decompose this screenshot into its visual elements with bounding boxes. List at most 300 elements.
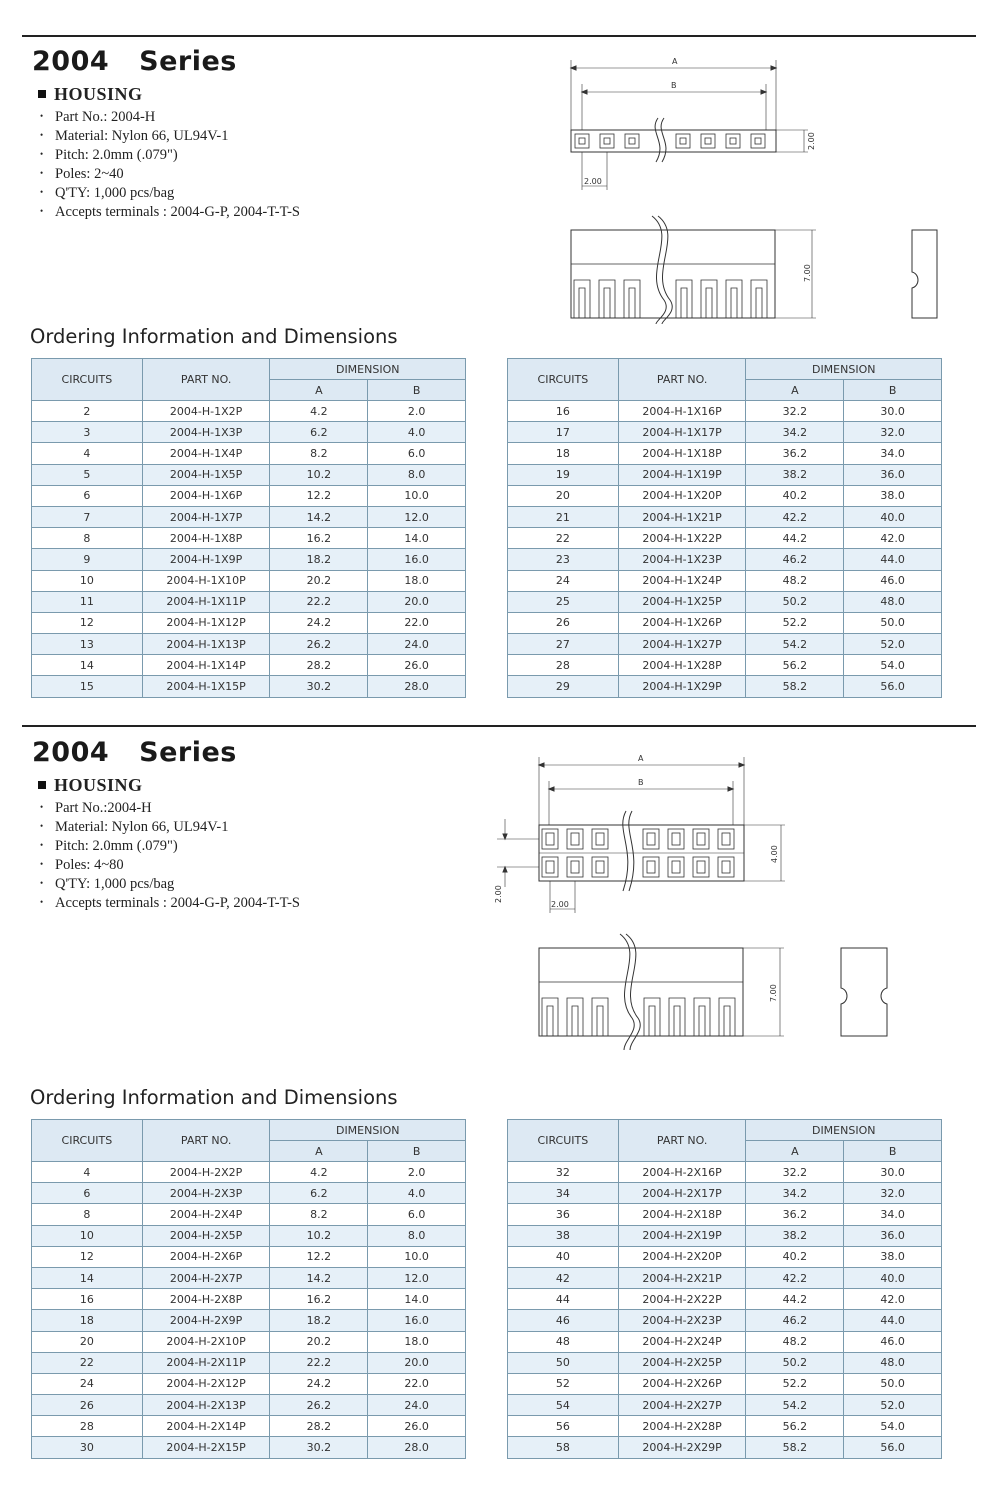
table-cell: 2004-H-2X14P bbox=[142, 1416, 270, 1437]
table-cell: 54.2 bbox=[746, 1395, 844, 1416]
table-cell: 10 bbox=[32, 570, 143, 591]
table-cell: 30 bbox=[32, 1437, 143, 1458]
table-cell: 32.2 bbox=[746, 401, 844, 422]
table-cell: 2004-H-1X5P bbox=[142, 464, 270, 485]
table-row bbox=[32, 1352, 466, 1373]
housing-side-view-drawing bbox=[528, 928, 898, 1053]
table-row bbox=[508, 1183, 942, 1204]
table-cell: 54.0 bbox=[844, 655, 942, 676]
table-cell: 2004-H-2X9P bbox=[142, 1310, 270, 1331]
table-cell: 2004-H-2X28P bbox=[618, 1416, 746, 1437]
table-cell: 12.0 bbox=[368, 506, 466, 527]
spec-poles: • Poles: 4~80 bbox=[40, 855, 300, 874]
table-cell: 44 bbox=[508, 1289, 619, 1310]
table-row bbox=[508, 464, 942, 485]
spec-part-no: • Part No.: 2004-H bbox=[40, 107, 300, 126]
table-cell: 2004-H-2X7P bbox=[142, 1267, 270, 1288]
ordering-table-left bbox=[31, 1119, 466, 1459]
table-cell: 2004-H-2X18P bbox=[618, 1204, 746, 1225]
table-cell: 2004-H-2X17P bbox=[618, 1183, 746, 1204]
table-cell: 38.0 bbox=[844, 1246, 942, 1267]
table-cell: 42.0 bbox=[844, 528, 942, 549]
table-cell: 2004-H-2X3P bbox=[142, 1183, 270, 1204]
table-row bbox=[32, 1204, 466, 1225]
table-cell: 36.2 bbox=[746, 443, 844, 464]
table-cell: 2004-H-2X13P bbox=[142, 1395, 270, 1416]
table-cell: 52.2 bbox=[746, 1373, 844, 1394]
spec-qty: • Q'TY: 1,000 pcs/bag bbox=[40, 183, 300, 202]
table-cell: 30.0 bbox=[844, 401, 942, 422]
table-row bbox=[32, 1437, 466, 1458]
dimension-a-label: A bbox=[638, 754, 644, 763]
table-row bbox=[508, 612, 942, 633]
table-row bbox=[508, 506, 942, 527]
table-cell: 2 bbox=[32, 401, 143, 422]
col-dimension: DIMENSION bbox=[746, 359, 942, 380]
table-cell: 56.0 bbox=[844, 676, 942, 697]
table-cell: 26.2 bbox=[270, 634, 368, 655]
table-cell: 16.2 bbox=[270, 1289, 368, 1310]
spec-qty: • Q'TY: 1,000 pcs/bag bbox=[40, 874, 300, 893]
table-cell: 32.0 bbox=[844, 1183, 942, 1204]
table-cell: 3 bbox=[32, 422, 143, 443]
table-row bbox=[32, 634, 466, 655]
table-cell: 13 bbox=[32, 634, 143, 655]
table-cell: 2004-H-2X29P bbox=[618, 1437, 746, 1458]
table-cell: 36.0 bbox=[844, 464, 942, 485]
square-bullet-icon bbox=[38, 781, 46, 789]
table-row bbox=[32, 422, 466, 443]
table-cell: 2004-H-2X23P bbox=[618, 1310, 746, 1331]
table-cell: 14 bbox=[32, 1267, 143, 1288]
table-cell: 34.0 bbox=[844, 443, 942, 464]
table-cell: 18.2 bbox=[270, 1310, 368, 1331]
table-cell: 8.0 bbox=[368, 464, 466, 485]
table-row bbox=[32, 1373, 466, 1394]
table-cell: 24.0 bbox=[368, 1395, 466, 1416]
table-cell: 12 bbox=[32, 612, 143, 633]
table-row bbox=[32, 528, 466, 549]
table-row bbox=[32, 676, 466, 697]
table-cell: 4.0 bbox=[368, 1183, 466, 1204]
col-circuits: CIRCUITS bbox=[508, 1120, 619, 1162]
ordering-table-right bbox=[507, 358, 942, 698]
table-cell: 24 bbox=[32, 1373, 143, 1394]
table-cell: 46 bbox=[508, 1310, 619, 1331]
table-cell: 2004-H-2X8P bbox=[142, 1289, 270, 1310]
table-cell: 28 bbox=[32, 1416, 143, 1437]
table-cell: 12 bbox=[32, 1246, 143, 1267]
table-cell: 2004-H-1X12P bbox=[142, 612, 270, 633]
table-cell: 34.0 bbox=[844, 1204, 942, 1225]
table-cell: 58.2 bbox=[746, 1437, 844, 1458]
table-cell: 4.2 bbox=[270, 401, 368, 422]
table-cell: 2004-H-1X3P bbox=[142, 422, 270, 443]
col-a: A bbox=[270, 380, 368, 401]
table-cell: 20 bbox=[32, 1331, 143, 1352]
table-cell: 2004-H-2X26P bbox=[618, 1373, 746, 1394]
table-row bbox=[32, 443, 466, 464]
table-cell: 18.0 bbox=[368, 1331, 466, 1352]
table-row bbox=[508, 1289, 942, 1310]
table-cell: 16 bbox=[32, 1289, 143, 1310]
dimension-b-label: B bbox=[671, 81, 677, 90]
table-cell: 2004-H-2X6P bbox=[142, 1246, 270, 1267]
table-cell: 16 bbox=[508, 401, 619, 422]
table-cell: 14.2 bbox=[270, 1267, 368, 1288]
col-b: B bbox=[844, 380, 942, 401]
table-row bbox=[32, 1310, 466, 1331]
table-cell: 44.2 bbox=[746, 1289, 844, 1310]
series-title: 2004 Series bbox=[32, 737, 237, 768]
table-cell: 10.2 bbox=[270, 464, 368, 485]
table-cell: 42.2 bbox=[746, 1267, 844, 1288]
table-cell: 20 bbox=[508, 485, 619, 506]
table-cell: 2004-H-1X2P bbox=[142, 401, 270, 422]
table-cell: 30.0 bbox=[844, 1162, 942, 1183]
table-cell: 2004-H-1X18P bbox=[618, 443, 746, 464]
table-cell: 2004-H-2X24P bbox=[618, 1331, 746, 1352]
section-divider bbox=[22, 35, 976, 37]
table-cell: 42 bbox=[508, 1267, 619, 1288]
table-cell: 20.2 bbox=[270, 570, 368, 591]
table-row bbox=[508, 1437, 942, 1458]
table-cell: 2.0 bbox=[368, 1162, 466, 1183]
table-cell: 40 bbox=[508, 1246, 619, 1267]
table-cell: 11 bbox=[32, 591, 143, 612]
housing-side-view-drawing bbox=[560, 212, 950, 327]
table-cell: 10.0 bbox=[368, 1246, 466, 1267]
table-cell: 19 bbox=[508, 464, 619, 485]
table-cell: 56.2 bbox=[746, 1416, 844, 1437]
table-cell: 50.0 bbox=[844, 612, 942, 633]
table-cell: 32.0 bbox=[844, 422, 942, 443]
table-cell: 26.0 bbox=[368, 655, 466, 676]
table-cell: 20.0 bbox=[368, 591, 466, 612]
table-cell: 28.0 bbox=[368, 676, 466, 697]
spec-terminals: • Accepts terminals : 2004-G-P, 2004-T-T-S bbox=[40, 202, 300, 221]
table-cell: 2004-H-1X7P bbox=[142, 506, 270, 527]
spec-part-no: • Part No.:2004-H bbox=[40, 798, 300, 817]
dimension-row-pitch-label: 2.00 bbox=[494, 885, 503, 903]
table-cell: 2004-H-1X29P bbox=[618, 676, 746, 697]
table-row bbox=[508, 1225, 942, 1246]
table-cell: 46.0 bbox=[844, 570, 942, 591]
table-cell: 2004-H-1X24P bbox=[618, 570, 746, 591]
table-cell: 44.2 bbox=[746, 528, 844, 549]
table-cell: 50.2 bbox=[746, 591, 844, 612]
table-cell: 58.2 bbox=[746, 676, 844, 697]
table-cell: 48.2 bbox=[746, 1331, 844, 1352]
table-cell: 4.0 bbox=[368, 422, 466, 443]
table-row bbox=[508, 485, 942, 506]
table-cell: 2004-H-2X16P bbox=[618, 1162, 746, 1183]
table-row bbox=[32, 485, 466, 506]
table-row bbox=[508, 1162, 942, 1183]
table-cell: 22.0 bbox=[368, 612, 466, 633]
table-cell: 14 bbox=[32, 655, 143, 676]
table-cell: 22.0 bbox=[368, 1373, 466, 1394]
table-cell: 4 bbox=[32, 443, 143, 464]
table-cell: 16.0 bbox=[368, 549, 466, 570]
table-cell: 46.2 bbox=[746, 549, 844, 570]
table-row bbox=[508, 422, 942, 443]
spec-material: • Material: Nylon 66, UL94V-1 bbox=[40, 817, 300, 836]
dimension-side-height-label: 7.00 bbox=[769, 984, 778, 1002]
table-row bbox=[32, 1267, 466, 1288]
table-cell: 2004-H-1X13P bbox=[142, 634, 270, 655]
col-b: B bbox=[368, 380, 466, 401]
table-cell: 10 bbox=[32, 1225, 143, 1246]
table-cell: 42.2 bbox=[746, 506, 844, 527]
table-cell: 22.2 bbox=[270, 591, 368, 612]
col-b: B bbox=[368, 1141, 466, 1162]
table-cell: 40.0 bbox=[844, 506, 942, 527]
table-cell: 48.0 bbox=[844, 591, 942, 612]
table-cell: 52.2 bbox=[746, 612, 844, 633]
table-cell: 5 bbox=[32, 464, 143, 485]
table-cell: 2004-H-2X20P bbox=[618, 1246, 746, 1267]
table-row bbox=[32, 612, 466, 633]
table-row bbox=[508, 443, 942, 464]
table-cell: 8.2 bbox=[270, 443, 368, 464]
table-cell: 10.2 bbox=[270, 1225, 368, 1246]
table-cell: 2004-H-1X25P bbox=[618, 591, 746, 612]
housing-heading: HOUSING bbox=[38, 84, 143, 105]
table-cell: 21 bbox=[508, 506, 619, 527]
table-cell: 2004-H-2X21P bbox=[618, 1267, 746, 1288]
table-cell: 46.0 bbox=[844, 1331, 942, 1352]
table-cell: 50 bbox=[508, 1352, 619, 1373]
table-row bbox=[32, 549, 466, 570]
spec-material: • Material: Nylon 66, UL94V-1 bbox=[40, 126, 300, 145]
col-part-no: PART NO. bbox=[142, 359, 270, 401]
table-cell: 18 bbox=[32, 1310, 143, 1331]
table-cell: 34 bbox=[508, 1183, 619, 1204]
table-cell: 9 bbox=[32, 549, 143, 570]
table-cell: 32.2 bbox=[746, 1162, 844, 1183]
table-cell: 2004-H-2X27P bbox=[618, 1395, 746, 1416]
table-cell: 18 bbox=[508, 443, 619, 464]
table-row bbox=[32, 1395, 466, 1416]
ordering-title: Ordering Information and Dimensions bbox=[30, 325, 398, 348]
col-circuits: CIRCUITS bbox=[32, 1120, 143, 1162]
table-cell: 8 bbox=[32, 1204, 143, 1225]
table-cell: 40.0 bbox=[844, 1267, 942, 1288]
table-cell: 6 bbox=[32, 485, 143, 506]
table-cell: 58 bbox=[508, 1437, 619, 1458]
table-row bbox=[508, 1416, 942, 1437]
table-cell: 24.0 bbox=[368, 634, 466, 655]
spec-pitch: • Pitch: 2.0mm (.079") bbox=[40, 836, 300, 855]
table-cell: 2004-H-2X19P bbox=[618, 1225, 746, 1246]
table-cell: 2004-H-1X6P bbox=[142, 485, 270, 506]
table-cell: 52 bbox=[508, 1373, 619, 1394]
table-row bbox=[32, 1416, 466, 1437]
table-row bbox=[32, 1162, 466, 1183]
table-cell: 46.2 bbox=[746, 1310, 844, 1331]
table-row bbox=[32, 464, 466, 485]
series-title: 2004 Series bbox=[32, 46, 237, 77]
table-cell: 8 bbox=[32, 528, 143, 549]
table-cell: 54 bbox=[508, 1395, 619, 1416]
table-cell: 54.0 bbox=[844, 1416, 942, 1437]
table-row bbox=[508, 1246, 942, 1267]
table-cell: 42.0 bbox=[844, 1289, 942, 1310]
table-cell: 15 bbox=[32, 676, 143, 697]
table-cell: 2004-H-1X9P bbox=[142, 549, 270, 570]
table-cell: 38 bbox=[508, 1225, 619, 1246]
table-cell: 36.2 bbox=[746, 1204, 844, 1225]
table-cell: 2004-H-2X25P bbox=[618, 1352, 746, 1373]
table-cell: 2004-H-1X19P bbox=[618, 464, 746, 485]
table-cell: 48 bbox=[508, 1331, 619, 1352]
table-cell: 40.2 bbox=[746, 485, 844, 506]
table-cell: 8.0 bbox=[368, 1225, 466, 1246]
table-cell: 2004-H-2X12P bbox=[142, 1373, 270, 1394]
table-cell: 28.2 bbox=[270, 655, 368, 676]
table-cell: 26.2 bbox=[270, 1395, 368, 1416]
table-cell: 4 bbox=[32, 1162, 143, 1183]
table-cell: 2004-H-1X11P bbox=[142, 591, 270, 612]
table-cell: 22.2 bbox=[270, 1352, 368, 1373]
table-cell: 2004-H-2X5P bbox=[142, 1225, 270, 1246]
table-cell: 6.0 bbox=[368, 443, 466, 464]
table-cell: 52.0 bbox=[844, 634, 942, 655]
table-cell: 22 bbox=[32, 1352, 143, 1373]
col-part-no: PART NO. bbox=[142, 1120, 270, 1162]
table-cell: 14.2 bbox=[270, 506, 368, 527]
spec-list bbox=[40, 107, 300, 221]
table-cell: 40.2 bbox=[746, 1246, 844, 1267]
dimension-height-label: 2.00 bbox=[807, 132, 816, 150]
table-cell: 16.2 bbox=[270, 528, 368, 549]
col-dimension: DIMENSION bbox=[270, 1120, 466, 1141]
table-row bbox=[32, 591, 466, 612]
table-cell: 18.2 bbox=[270, 549, 368, 570]
table-cell: 4.2 bbox=[270, 1162, 368, 1183]
table-cell: 2004-H-2X22P bbox=[618, 1289, 746, 1310]
table-cell: 2004-H-1X28P bbox=[618, 655, 746, 676]
table-cell: 6.2 bbox=[270, 422, 368, 443]
dimension-height-label: 4.00 bbox=[770, 845, 779, 863]
ordering-table-left bbox=[31, 358, 466, 698]
table-cell: 29 bbox=[508, 676, 619, 697]
table-row bbox=[508, 549, 942, 570]
table-cell: 6.0 bbox=[368, 1204, 466, 1225]
col-circuits: CIRCUITS bbox=[508, 359, 619, 401]
dimension-side-height-label: 7.00 bbox=[803, 264, 812, 282]
table-cell: 2004-H-1X16P bbox=[618, 401, 746, 422]
table-cell: 16.0 bbox=[368, 1310, 466, 1331]
table-cell: 2004-H-1X20P bbox=[618, 485, 746, 506]
table-cell: 52.0 bbox=[844, 1395, 942, 1416]
table-cell: 56.2 bbox=[746, 655, 844, 676]
col-b: B bbox=[844, 1141, 942, 1162]
table-cell: 27 bbox=[508, 634, 619, 655]
table-cell: 14.0 bbox=[368, 528, 466, 549]
table-cell: 8.2 bbox=[270, 1204, 368, 1225]
table-cell: 20.0 bbox=[368, 1352, 466, 1373]
table-cell: 2004-H-1X26P bbox=[618, 612, 746, 633]
housing-top-view-drawing bbox=[485, 745, 795, 920]
table-cell: 36 bbox=[508, 1204, 619, 1225]
table-cell: 38.0 bbox=[844, 485, 942, 506]
table-row bbox=[32, 1183, 466, 1204]
section-divider bbox=[22, 725, 976, 727]
col-a: A bbox=[270, 1141, 368, 1162]
table-cell: 28.2 bbox=[270, 1416, 368, 1437]
table-cell: 10.0 bbox=[368, 485, 466, 506]
table-cell: 32 bbox=[508, 1162, 619, 1183]
table-cell: 20.2 bbox=[270, 1331, 368, 1352]
table-row bbox=[508, 676, 942, 697]
table-cell: 26 bbox=[508, 612, 619, 633]
ordering-title: Ordering Information and Dimensions bbox=[30, 1086, 398, 1109]
table-cell: 2004-H-1X10P bbox=[142, 570, 270, 591]
dimension-b-label: B bbox=[638, 778, 644, 787]
table-cell: 44.0 bbox=[844, 1310, 942, 1331]
ordering-table-right bbox=[507, 1119, 942, 1459]
table-cell: 24.2 bbox=[270, 612, 368, 633]
table-cell: 2004-H-2X10P bbox=[142, 1331, 270, 1352]
table-row bbox=[32, 506, 466, 527]
table-cell: 12.2 bbox=[270, 1246, 368, 1267]
spec-poles: • Poles: 2~40 bbox=[40, 164, 300, 183]
spec-pitch: • Pitch: 2.0mm (.079") bbox=[40, 145, 300, 164]
table-cell: 48.0 bbox=[844, 1352, 942, 1373]
table-cell: 2004-H-1X17P bbox=[618, 422, 746, 443]
table-cell: 12.2 bbox=[270, 485, 368, 506]
table-cell: 2004-H-1X23P bbox=[618, 549, 746, 570]
table-cell: 36.0 bbox=[844, 1225, 942, 1246]
table-cell: 2004-H-1X22P bbox=[618, 528, 746, 549]
table-cell: 34.2 bbox=[746, 1183, 844, 1204]
table-row bbox=[508, 1331, 942, 1352]
table-cell: 44.0 bbox=[844, 549, 942, 570]
table-cell: 50.0 bbox=[844, 1373, 942, 1394]
table-cell: 24 bbox=[508, 570, 619, 591]
dimension-pitch-label: 2.00 bbox=[584, 177, 602, 186]
table-row bbox=[32, 570, 466, 591]
table-row bbox=[508, 591, 942, 612]
table-row bbox=[32, 1289, 466, 1310]
col-dimension: DIMENSION bbox=[746, 1120, 942, 1141]
housing-top-view-drawing bbox=[560, 50, 830, 200]
table-cell: 22 bbox=[508, 528, 619, 549]
table-cell: 28.0 bbox=[368, 1437, 466, 1458]
table-row bbox=[32, 1331, 466, 1352]
table-row bbox=[508, 1267, 942, 1288]
table-row bbox=[508, 1395, 942, 1416]
col-dimension: DIMENSION bbox=[270, 359, 466, 380]
table-row bbox=[508, 1373, 942, 1394]
table-cell: 2004-H-1X27P bbox=[618, 634, 746, 655]
table-row bbox=[508, 1352, 942, 1373]
table-row bbox=[32, 1225, 466, 1246]
spec-list bbox=[40, 798, 300, 912]
housing-heading: HOUSING bbox=[38, 775, 143, 796]
col-part-no: PART NO. bbox=[618, 1120, 746, 1162]
table-cell: 26.0 bbox=[368, 1416, 466, 1437]
table-row bbox=[32, 401, 466, 422]
table-cell: 18.0 bbox=[368, 570, 466, 591]
table-cell: 7 bbox=[32, 506, 143, 527]
table-cell: 2004-H-1X21P bbox=[618, 506, 746, 527]
table-cell: 56 bbox=[508, 1416, 619, 1437]
table-cell: 25 bbox=[508, 591, 619, 612]
table-cell: 2004-H-1X15P bbox=[142, 676, 270, 697]
